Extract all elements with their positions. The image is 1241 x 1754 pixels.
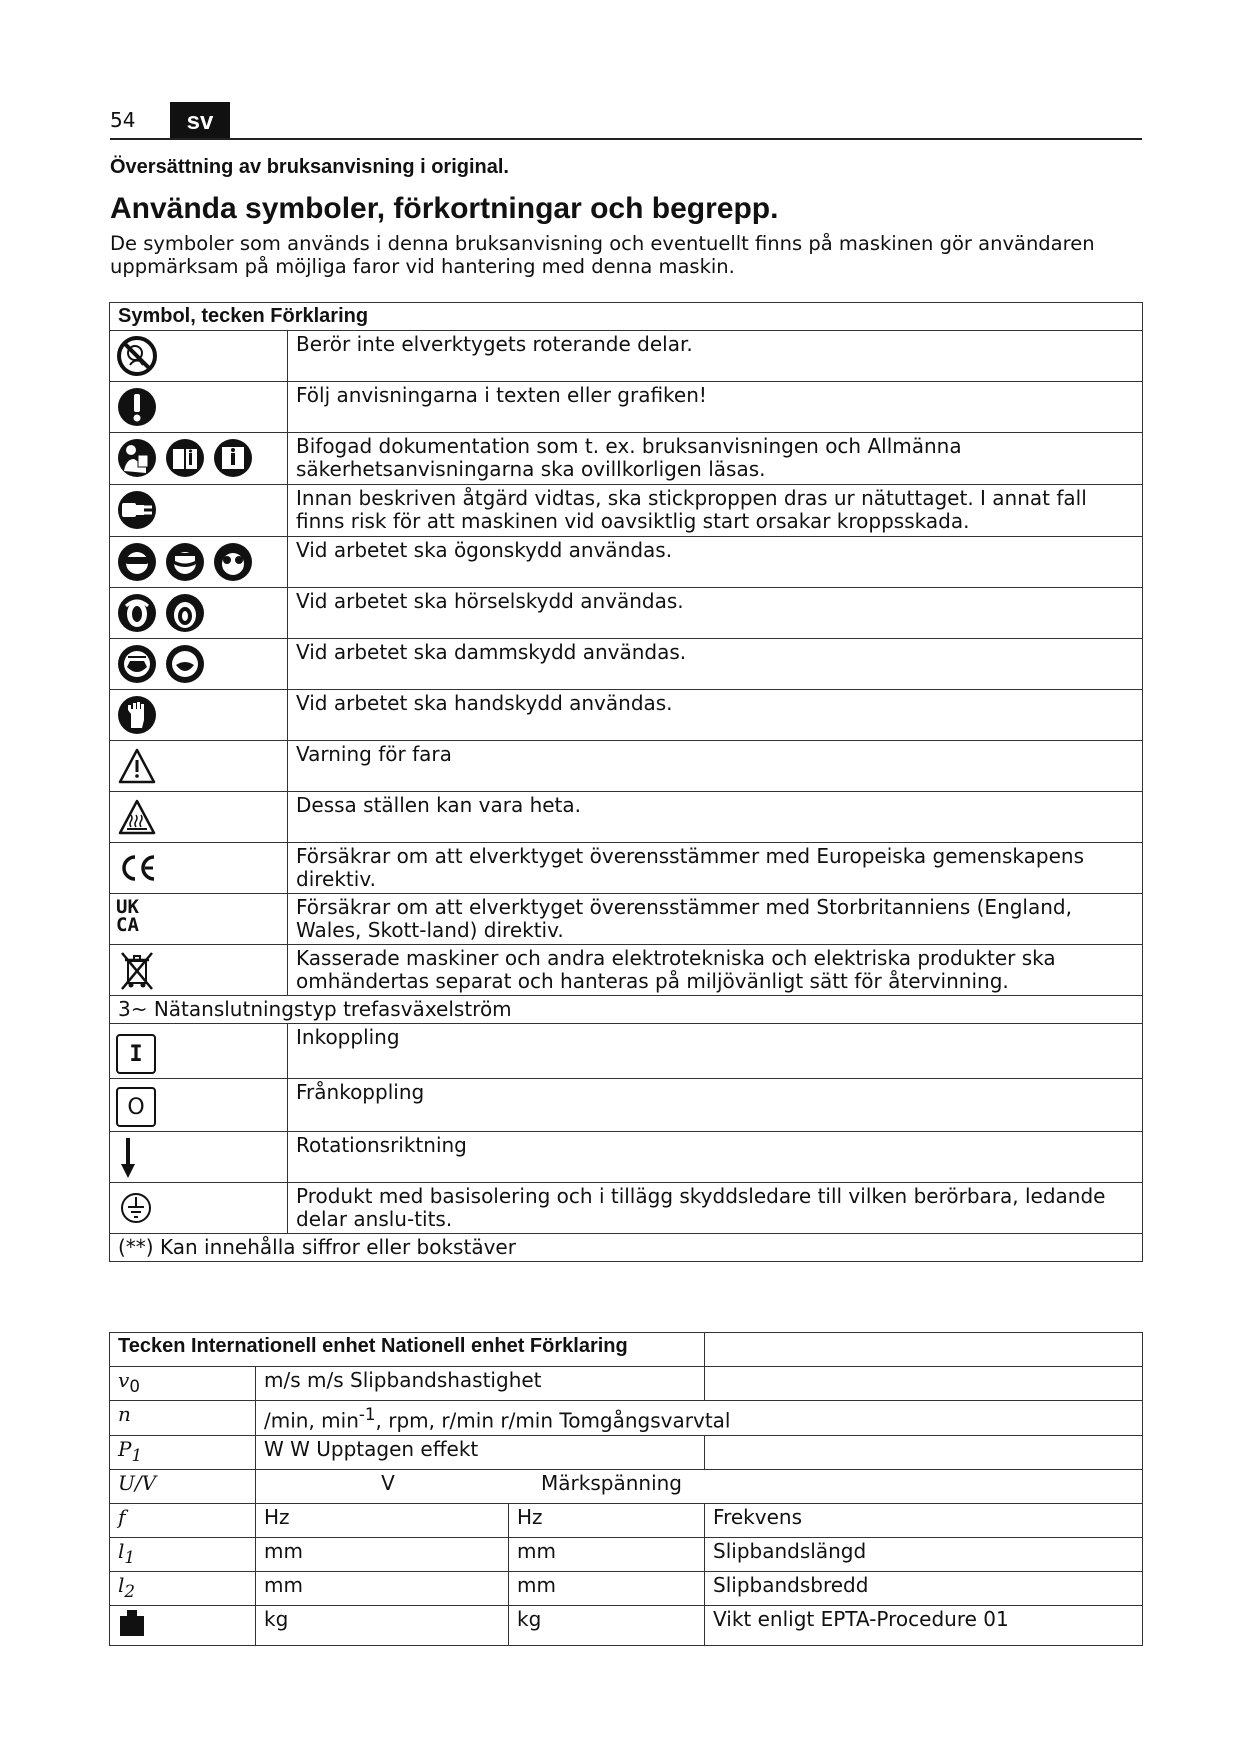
ukca-bottom-text: CA bbox=[116, 914, 139, 936]
table-row bbox=[110, 1537, 1143, 1571]
table-span-row bbox=[110, 1234, 1143, 1262]
table-row bbox=[110, 1571, 1143, 1605]
table-row bbox=[110, 1435, 1143, 1469]
no-touch-rotating-parts-icon bbox=[116, 335, 158, 377]
unit-international: mm bbox=[256, 1537, 509, 1571]
table-row bbox=[110, 1401, 1143, 1436]
symbol-subscript: 1 bbox=[131, 1445, 143, 1465]
symbol-subscript: 1 bbox=[124, 1547, 136, 1567]
table-header: Tecken Internationell enhet Nationell enhet Förklaring bbox=[110, 1333, 705, 1367]
ear-protection-icon bbox=[116, 592, 158, 634]
row-text: Varning för fara bbox=[288, 741, 1143, 792]
unit-symbol bbox=[110, 1503, 256, 1537]
unit-symbol bbox=[110, 1401, 256, 1436]
unit-merged bbox=[256, 1401, 1143, 1436]
table-row bbox=[110, 639, 1143, 690]
table-row bbox=[110, 382, 1143, 433]
language-badge: sv bbox=[170, 102, 230, 138]
span-row-text: (**) Kan innehålla siffror eller bokstäver bbox=[110, 1234, 1143, 1262]
symbol-letter: U/V bbox=[118, 1470, 157, 1495]
page-title: Använda symboler, förkortningar och begrepp. bbox=[110, 192, 779, 225]
row-text: Produkt med basisolering och i tillägg skyddsledare till vilken berörbara, ledande delar anslu-tits. bbox=[288, 1183, 1143, 1234]
ukca-top-text: UK bbox=[116, 896, 139, 918]
unit-symbol bbox=[110, 1605, 256, 1645]
row-text: Dessa ställen kan vara heta. bbox=[288, 792, 1143, 843]
span-row-text: 3~ Nätanslutningstyp trefasväxelström bbox=[110, 996, 1143, 1024]
table-row bbox=[110, 1183, 1143, 1234]
unit-description: Vikt enligt EPTA-Procedure 01 bbox=[705, 1605, 1143, 1645]
row-text: Frånkoppling bbox=[288, 1079, 1143, 1132]
hot-surface-icon bbox=[116, 796, 158, 838]
unit-international: V bbox=[381, 1470, 395, 1495]
symbol-letter: n bbox=[118, 1402, 131, 1426]
row-text: Berör inte elverktygets roterande delar. bbox=[288, 331, 1143, 382]
unit-merged bbox=[256, 1469, 1143, 1503]
symbol-letter: f bbox=[118, 1504, 126, 1529]
unit-description: Slipbandslängd bbox=[705, 1537, 1143, 1571]
row-text: Försäkrar om att elverktyget överensstämmer med Europeiska gemenskapens direktiv. bbox=[288, 843, 1143, 894]
table-row bbox=[110, 1469, 1143, 1503]
table-row bbox=[110, 537, 1143, 588]
unit-description: Frekvens bbox=[705, 1503, 1143, 1537]
unit-international: kg bbox=[256, 1605, 509, 1645]
unit-national: mm bbox=[509, 1571, 705, 1605]
row-text: Vid arbetet ska dammskydd användas. bbox=[288, 639, 1143, 690]
weee-bin-icon bbox=[116, 949, 158, 991]
symbol-letter: v bbox=[118, 1368, 130, 1392]
unit-national: mm bbox=[509, 1537, 705, 1571]
row-text: Bifogad dokumentation som t. ex. bruksanvisningen och Allmänna säkerhetsanvisningarna ska ovillkorligen läsas. bbox=[288, 433, 1143, 485]
unit-national: kg bbox=[509, 1605, 705, 1645]
table-row bbox=[110, 1503, 1143, 1537]
unit-merged: m/s m/s Slipbandshastighet bbox=[256, 1367, 705, 1401]
symbol-letter: l bbox=[118, 1538, 125, 1563]
read-manual-book-icon bbox=[164, 437, 206, 479]
goggles-icon bbox=[212, 541, 254, 583]
face-shield-icon bbox=[164, 541, 206, 583]
warning-triangle-icon bbox=[116, 745, 158, 787]
table-row bbox=[110, 485, 1143, 537]
page-header bbox=[110, 102, 1142, 140]
table-row bbox=[110, 588, 1143, 639]
unit-superscript: -1 bbox=[358, 1405, 376, 1424]
exclamation-mandatory-icon bbox=[116, 386, 158, 428]
table-header-row bbox=[110, 303, 1143, 331]
table-header: Symbol, tecken Förklaring bbox=[110, 303, 1143, 331]
row-text: Inkoppling bbox=[288, 1024, 1143, 1079]
symbol-letter: l bbox=[118, 1572, 125, 1597]
unit-symbol bbox=[110, 1537, 256, 1571]
table-row bbox=[110, 331, 1143, 382]
symbol-subscript: 2 bbox=[124, 1581, 136, 1601]
row-text: Innan beskriven åtgärd vidtas, ska stickproppen dras ur nätuttaget. I annat fall finns risk för att maskinen vid oavsiktlig start orsakar kroppsskada. bbox=[288, 485, 1143, 537]
unit-description: Slipbandsbredd bbox=[705, 1571, 1143, 1605]
row-text: Försäkrar om att elverktyget överensstämmer med Storbritanniens (England, Wales, Skott-land) direktiv. bbox=[288, 894, 1143, 945]
table-row bbox=[110, 843, 1143, 894]
unit-symbol bbox=[110, 1571, 256, 1605]
switch-off-label: O bbox=[127, 1094, 145, 1120]
unit-text-b: , rpm, r/min r/min Tomgångsvarvtal bbox=[375, 1408, 731, 1433]
row-text: Följ anvisningarna i texten eller grafiken! bbox=[288, 382, 1143, 433]
unplug-icon bbox=[116, 489, 158, 531]
units-table bbox=[109, 1332, 1143, 1646]
unit-merged: W W Upptagen effekt bbox=[256, 1435, 705, 1469]
intro-paragraph: De symboler som används i denna bruksanvisning och eventuellt finns på maskinen gör användaren uppmärksam på möjliga faror vid hantering med denna maskin. bbox=[110, 232, 1095, 278]
symbol-letter: P bbox=[118, 1436, 132, 1461]
table-row bbox=[110, 1367, 1143, 1401]
respirator-icon bbox=[164, 643, 206, 685]
symbols-table bbox=[109, 302, 1143, 1262]
unit-international: mm bbox=[256, 1571, 509, 1605]
unit-national: Hz bbox=[509, 1503, 705, 1537]
subtitle: Översättning av bruksanvisning i original. bbox=[110, 156, 509, 178]
switch-on-label: I bbox=[129, 1041, 143, 1067]
dust-mask-icon bbox=[116, 643, 158, 685]
eye-protection-icon bbox=[116, 541, 158, 583]
table-row bbox=[110, 1024, 1143, 1079]
switch-off-icon bbox=[116, 1087, 156, 1127]
row-text: Vid arbetet ska handskydd användas. bbox=[288, 690, 1143, 741]
unit-description: Märkspänning bbox=[541, 1470, 682, 1495]
table-header-row bbox=[110, 1333, 1143, 1367]
read-manual-icon bbox=[116, 437, 158, 479]
unit-empty bbox=[705, 1367, 1143, 1401]
row-text: Vid arbetet ska ögonskydd användas. bbox=[288, 537, 1143, 588]
symbol-subscript: 0 bbox=[129, 1377, 140, 1396]
unit-symbol bbox=[110, 1367, 256, 1401]
table-row bbox=[110, 1079, 1143, 1132]
read-manual-person-icon bbox=[212, 437, 254, 479]
table-row bbox=[110, 1605, 1143, 1645]
table-row bbox=[110, 741, 1143, 792]
ce-mark-icon bbox=[116, 847, 158, 889]
row-text: Kasserade maskiner och andra elektrotekniska och elektriska produkter ska omhändertas separat och hanteras på miljövänligt sätt för återvinning. bbox=[288, 945, 1143, 996]
switch-on-icon bbox=[116, 1034, 156, 1074]
table-header-empty bbox=[705, 1333, 1143, 1367]
gloves-icon bbox=[116, 694, 158, 736]
table-row bbox=[110, 1132, 1143, 1183]
table-row bbox=[110, 894, 1143, 945]
table-row bbox=[110, 690, 1143, 741]
page-number: 54 bbox=[110, 108, 136, 132]
protective-earth-icon bbox=[116, 1187, 158, 1229]
row-text: Rotationsriktning bbox=[288, 1132, 1143, 1183]
table-span-row bbox=[110, 996, 1143, 1024]
unit-text-a: /min, min bbox=[264, 1408, 359, 1433]
weight-icon bbox=[118, 1608, 146, 1638]
unit-empty bbox=[705, 1435, 1143, 1469]
table-row bbox=[110, 792, 1143, 843]
ear-muffs-icon bbox=[164, 592, 206, 634]
unit-symbol bbox=[110, 1435, 256, 1469]
row-text: Vid arbetet ska hörselskydd användas. bbox=[288, 588, 1143, 639]
unit-international: Hz bbox=[256, 1503, 509, 1537]
unit-symbol bbox=[110, 1469, 256, 1503]
table-row bbox=[110, 433, 1143, 485]
table-row bbox=[110, 945, 1143, 996]
ukca-mark-icon bbox=[116, 898, 281, 934]
rotation-arrow-icon bbox=[116, 1136, 158, 1178]
